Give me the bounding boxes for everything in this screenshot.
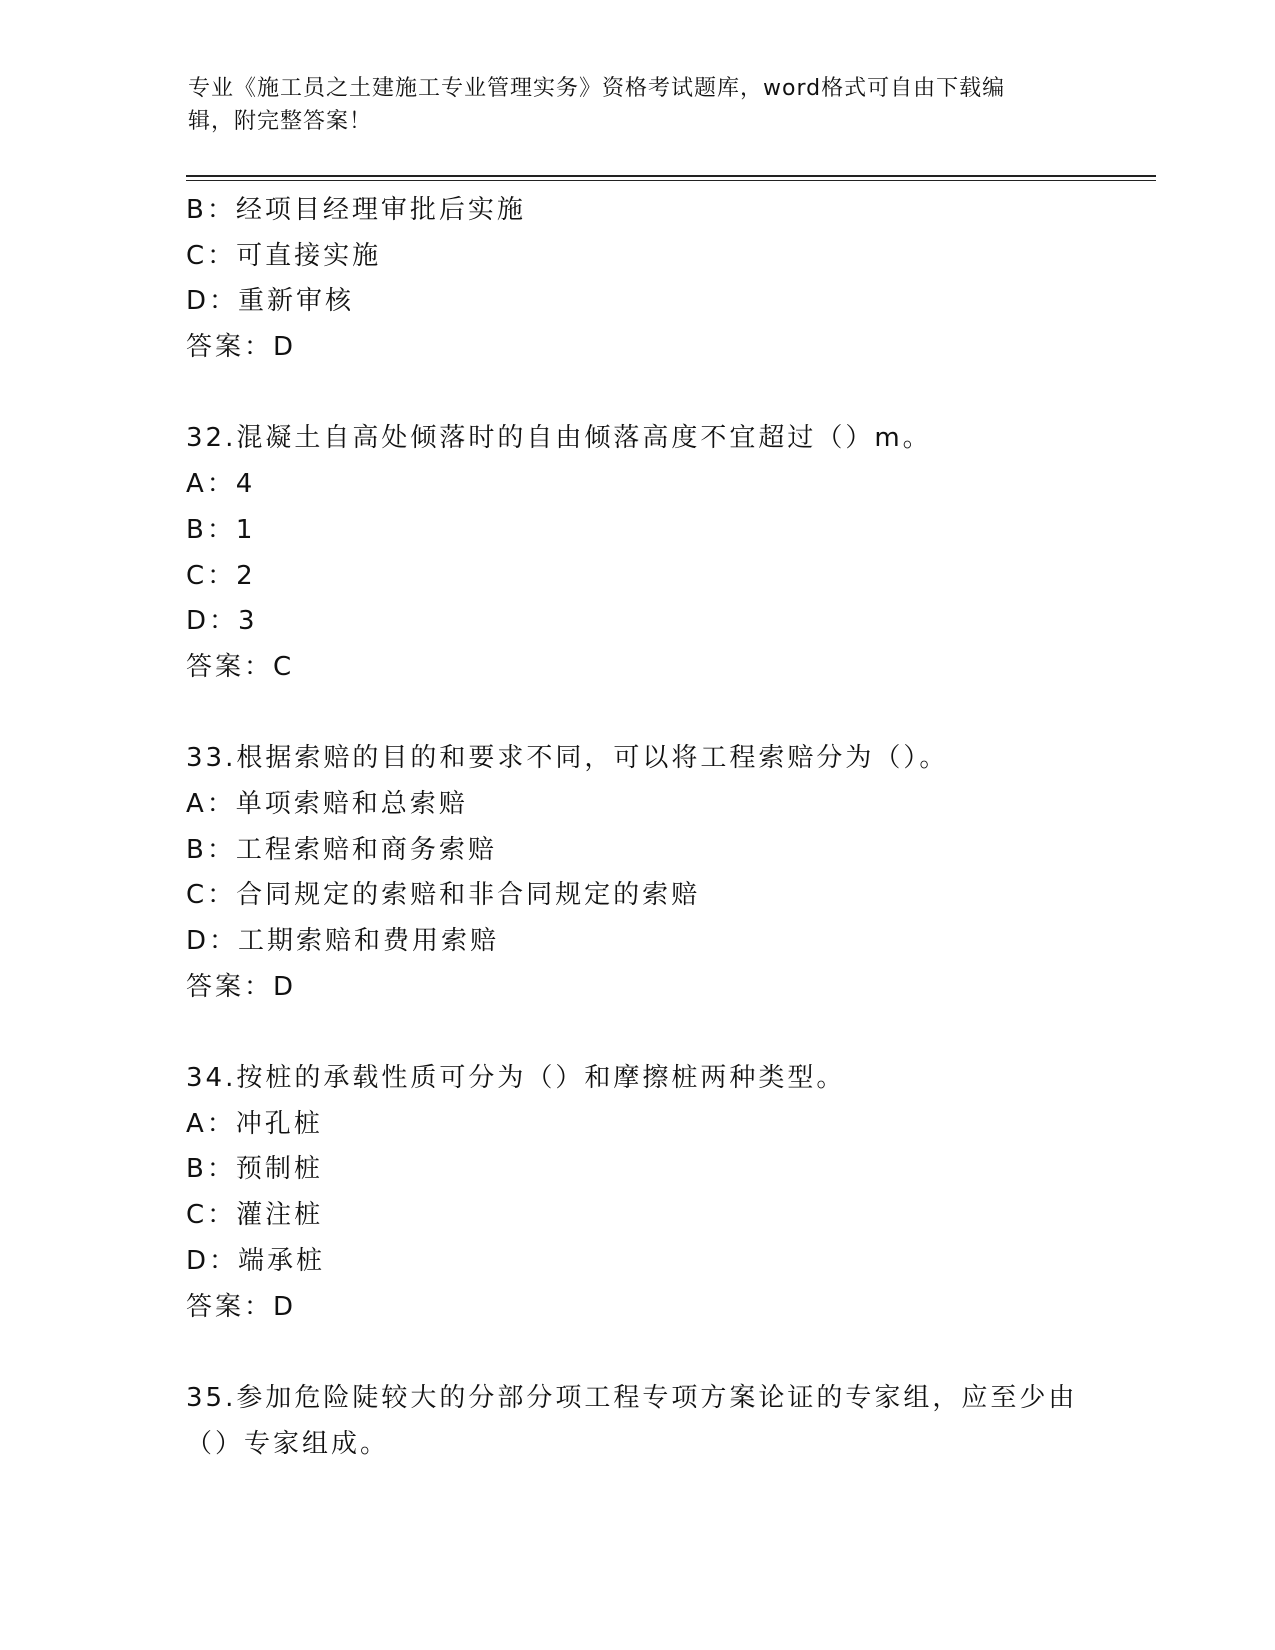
- option-d: D：端承桩: [186, 1245, 326, 1276]
- option-c: C：合同规定的索赔和非合同规定的索赔: [186, 880, 701, 911]
- question-35-continuation: （）专家组成。: [186, 1428, 390, 1459]
- option-c: C：灌注桩: [186, 1200, 324, 1231]
- header-divider: [186, 175, 1156, 177]
- header-line-1: 专业《施工员之土建施工专业管理实务》资格考试题库，word格式可自由下载编: [188, 76, 1006, 101]
- document-body: [186, 188, 1156, 1467]
- answer: 答案：D: [186, 1291, 297, 1322]
- answer: 答案：D: [186, 971, 297, 1002]
- option-d: D：重新审核: [186, 286, 355, 317]
- option-d: D：3: [186, 606, 258, 637]
- option-b: B：工程索赔和商务索赔: [186, 834, 497, 865]
- answer: 答案：D: [186, 332, 297, 363]
- option-b: B：预制桩: [186, 1154, 323, 1185]
- header-divider-thin: [186, 180, 1156, 181]
- option-c: C：2: [186, 560, 256, 591]
- option-d: D：工期索赔和费用索赔: [186, 926, 500, 956]
- option-a: A：冲孔桩: [186, 1108, 323, 1139]
- question-33: 33.根据索赔的目的和要求不同，可以将工程索赔分为（）。: [186, 743, 949, 774]
- question-34: 34.按桩的承载性质可分为（）和摩擦桩两种类型。: [186, 1063, 846, 1094]
- question-35: 35.参加危险陡较大的分部分项工程专项方案论证的专家组，应至少由: [186, 1382, 1078, 1413]
- answer: 答案：C: [186, 651, 295, 682]
- document-header: [188, 72, 1088, 138]
- option-a: A：单项索赔和总索赔: [186, 788, 468, 819]
- option-b: B：经项目经理审批后实施: [186, 195, 526, 225]
- option-a: A：4: [186, 469, 256, 500]
- question-32: 32.混凝土自高处倾落时的自由倾落高度不宜超过（）m。: [186, 423, 932, 454]
- option-c: C：可直接实施: [186, 240, 382, 271]
- option-b: B：1: [186, 514, 256, 545]
- header-line-2: 辑，附完整答案！: [188, 109, 373, 134]
